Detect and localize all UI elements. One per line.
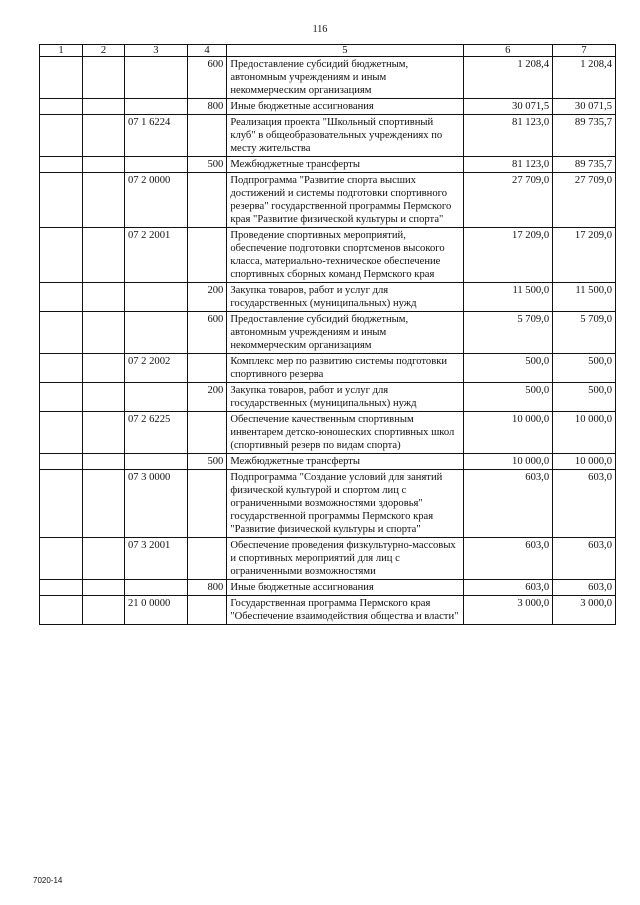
cell-description: Подпрограмма "Создание условий для занятий физической культурой и спортом лиц с ограниченными возможностями здоровья" государственной программы Пермского края "Развитие физической культуры и спорта"	[227, 470, 463, 538]
cell-col-1	[40, 157, 83, 173]
cell-amount-1: 603,0	[463, 538, 553, 580]
table-header-row	[40, 45, 616, 57]
cell-target-code	[124, 454, 187, 470]
cell-expense-type: 500	[187, 454, 227, 470]
cell-col-2	[83, 283, 125, 312]
cell-amount-1: 10 000,0	[463, 412, 553, 454]
cell-amount-2: 603,0	[553, 470, 616, 538]
table-row	[40, 538, 616, 580]
table-row	[40, 115, 616, 157]
table-row	[40, 312, 616, 354]
cell-target-code	[124, 580, 187, 596]
cell-col-1	[40, 173, 83, 228]
cell-col-2	[83, 312, 125, 354]
cell-amount-1: 3 000,0	[463, 596, 553, 625]
cell-amount-2: 27 709,0	[553, 173, 616, 228]
table-row	[40, 412, 616, 454]
cell-col-2	[83, 454, 125, 470]
table-row	[40, 228, 616, 283]
table-row	[40, 454, 616, 470]
page-number: 116	[312, 24, 328, 35]
cell-col-2	[83, 57, 125, 99]
table-row	[40, 354, 616, 383]
table-row	[40, 157, 616, 173]
cell-description: Государственная программа Пермского края "Обеспечение взаимодействия общества и власти"	[227, 596, 463, 625]
cell-target-code: 07 2 6225	[124, 412, 187, 454]
cell-amount-2: 30 071,5	[553, 99, 616, 115]
cell-col-2	[83, 157, 125, 173]
cell-col-1	[40, 412, 83, 454]
cell-description: Иные бюджетные ассигнования	[227, 99, 463, 115]
cell-amount-1: 27 709,0	[463, 173, 553, 228]
cell-amount-2: 500,0	[553, 383, 616, 412]
cell-expense-type: 800	[187, 580, 227, 596]
cell-col-2	[83, 228, 125, 283]
cell-description: Закупка товаров, работ и услуг для государственных (муниципальных) нужд	[227, 383, 463, 412]
cell-amount-2: 1 208,4	[553, 57, 616, 99]
cell-col-1	[40, 283, 83, 312]
cell-amount-1: 5 709,0	[463, 312, 553, 354]
cell-amount-1: 17 209,0	[463, 228, 553, 283]
cell-expense-type: 600	[187, 312, 227, 354]
cell-col-1	[40, 383, 83, 412]
table-row	[40, 596, 616, 625]
cell-amount-2: 10 000,0	[553, 454, 616, 470]
table-row	[40, 99, 616, 115]
cell-col-2	[83, 383, 125, 412]
cell-expense-type: 600	[187, 57, 227, 99]
column-header-7: 7	[553, 45, 616, 57]
cell-amount-2: 603,0	[553, 538, 616, 580]
cell-col-2	[83, 412, 125, 454]
cell-amount-1: 10 000,0	[463, 454, 553, 470]
table-row	[40, 470, 616, 538]
cell-target-code	[124, 99, 187, 115]
cell-col-1	[40, 580, 83, 596]
table-row	[40, 283, 616, 312]
cell-description: Обеспечение проведения физкультурно-массовых и спортивных мероприятий для лиц с ограниченными возможностями	[227, 538, 463, 580]
cell-description: Предоставление субсидий бюджетным, автономным учреждениям и иным некоммерческим организациям	[227, 57, 463, 99]
cell-col-2	[83, 99, 125, 115]
cell-amount-1: 30 071,5	[463, 99, 553, 115]
cell-target-code: 07 3 0000	[124, 470, 187, 538]
column-header-1: 1	[40, 45, 83, 57]
cell-expense-type	[187, 354, 227, 383]
cell-amount-2: 603,0	[553, 580, 616, 596]
cell-expense-type: 200	[187, 283, 227, 312]
cell-expense-type	[187, 228, 227, 283]
cell-col-1	[40, 57, 83, 99]
cell-target-code: 07 2 2001	[124, 228, 187, 283]
cell-col-1	[40, 312, 83, 354]
column-header-2: 2	[83, 45, 125, 57]
cell-expense-type	[187, 412, 227, 454]
cell-description: Проведение спортивных мероприятий, обеспечение подготовки спортсменов высокого класса, материально-техническое обеспечение спортивных сборных команд Пермского края	[227, 228, 463, 283]
table-row	[40, 580, 616, 596]
cell-amount-1: 603,0	[463, 580, 553, 596]
cell-amount-1: 500,0	[463, 383, 553, 412]
cell-expense-type: 800	[187, 99, 227, 115]
cell-expense-type	[187, 173, 227, 228]
cell-amount-2: 89 735,7	[553, 115, 616, 157]
cell-target-code: 21 0 0000	[124, 596, 187, 625]
cell-description: Иные бюджетные ассигнования	[227, 580, 463, 596]
table-row	[40, 57, 616, 99]
column-header-6: 6	[463, 45, 553, 57]
cell-amount-2: 5 709,0	[553, 312, 616, 354]
cell-target-code: 07 1 6224	[124, 115, 187, 157]
cell-amount-1: 603,0	[463, 470, 553, 538]
cell-col-1	[40, 470, 83, 538]
cell-amount-1: 11 500,0	[463, 283, 553, 312]
cell-amount-2: 11 500,0	[553, 283, 616, 312]
cell-description: Межбюджетные трансферты	[227, 157, 463, 173]
cell-amount-1: 81 123,0	[463, 157, 553, 173]
cell-expense-type: 200	[187, 383, 227, 412]
cell-expense-type	[187, 596, 227, 625]
cell-col-2	[83, 580, 125, 596]
cell-expense-type	[187, 538, 227, 580]
column-header-4: 4	[187, 45, 227, 57]
cell-amount-1: 81 123,0	[463, 115, 553, 157]
cell-col-1	[40, 354, 83, 383]
cell-expense-type	[187, 470, 227, 538]
table-row	[40, 383, 616, 412]
cell-col-2	[83, 115, 125, 157]
cell-target-code	[124, 57, 187, 99]
cell-amount-2: 89 735,7	[553, 157, 616, 173]
cell-expense-type: 500	[187, 157, 227, 173]
cell-col-2	[83, 173, 125, 228]
column-header-5: 5	[227, 45, 463, 57]
cell-amount-2: 500,0	[553, 354, 616, 383]
cell-description: Обеспечение качественным спортивным инвентарем детско-юношеских спортивных школ (спортивный резерв по видам спорта)	[227, 412, 463, 454]
budget-table	[39, 44, 616, 625]
cell-target-code: 07 2 0000	[124, 173, 187, 228]
cell-description: Межбюджетные трансферты	[227, 454, 463, 470]
cell-col-1	[40, 596, 83, 625]
cell-target-code: 07 3 2001	[124, 538, 187, 580]
cell-amount-2: 3 000,0	[553, 596, 616, 625]
cell-amount-2: 17 209,0	[553, 228, 616, 283]
cell-amount-1: 500,0	[463, 354, 553, 383]
footer-document-code: 7020-14	[33, 876, 63, 885]
cell-col-1	[40, 454, 83, 470]
cell-target-code	[124, 157, 187, 173]
cell-col-1	[40, 99, 83, 115]
cell-amount-1: 1 208,4	[463, 57, 553, 99]
cell-target-code: 07 2 2002	[124, 354, 187, 383]
cell-description: Предоставление субсидий бюджетным, автономным учреждениям и иным некоммерческим организациям	[227, 312, 463, 354]
cell-col-2	[83, 470, 125, 538]
cell-col-1	[40, 115, 83, 157]
cell-target-code	[124, 283, 187, 312]
column-header-3: 3	[124, 45, 187, 57]
cell-description: Комплекс мер по развитию системы подготовки спортивного резерва	[227, 354, 463, 383]
cell-col-2	[83, 538, 125, 580]
cell-description: Подпрограмма "Развитие спорта высших достижений и системы подготовки спортивного резерва" государственной программы Пермского края "Развитие физической культуры и спорта"	[227, 173, 463, 228]
cell-target-code	[124, 312, 187, 354]
cell-col-1	[40, 538, 83, 580]
cell-col-2	[83, 596, 125, 625]
table-row	[40, 173, 616, 228]
cell-col-1	[40, 228, 83, 283]
cell-expense-type	[187, 115, 227, 157]
cell-col-2	[83, 354, 125, 383]
cell-description: Реализация проекта "Школьный спортивный клуб" в общеобразовательных учреждениях по месту жительства	[227, 115, 463, 157]
cell-target-code	[124, 383, 187, 412]
cell-description: Закупка товаров, работ и услуг для государственных (муниципальных) нужд	[227, 283, 463, 312]
cell-amount-2: 10 000,0	[553, 412, 616, 454]
